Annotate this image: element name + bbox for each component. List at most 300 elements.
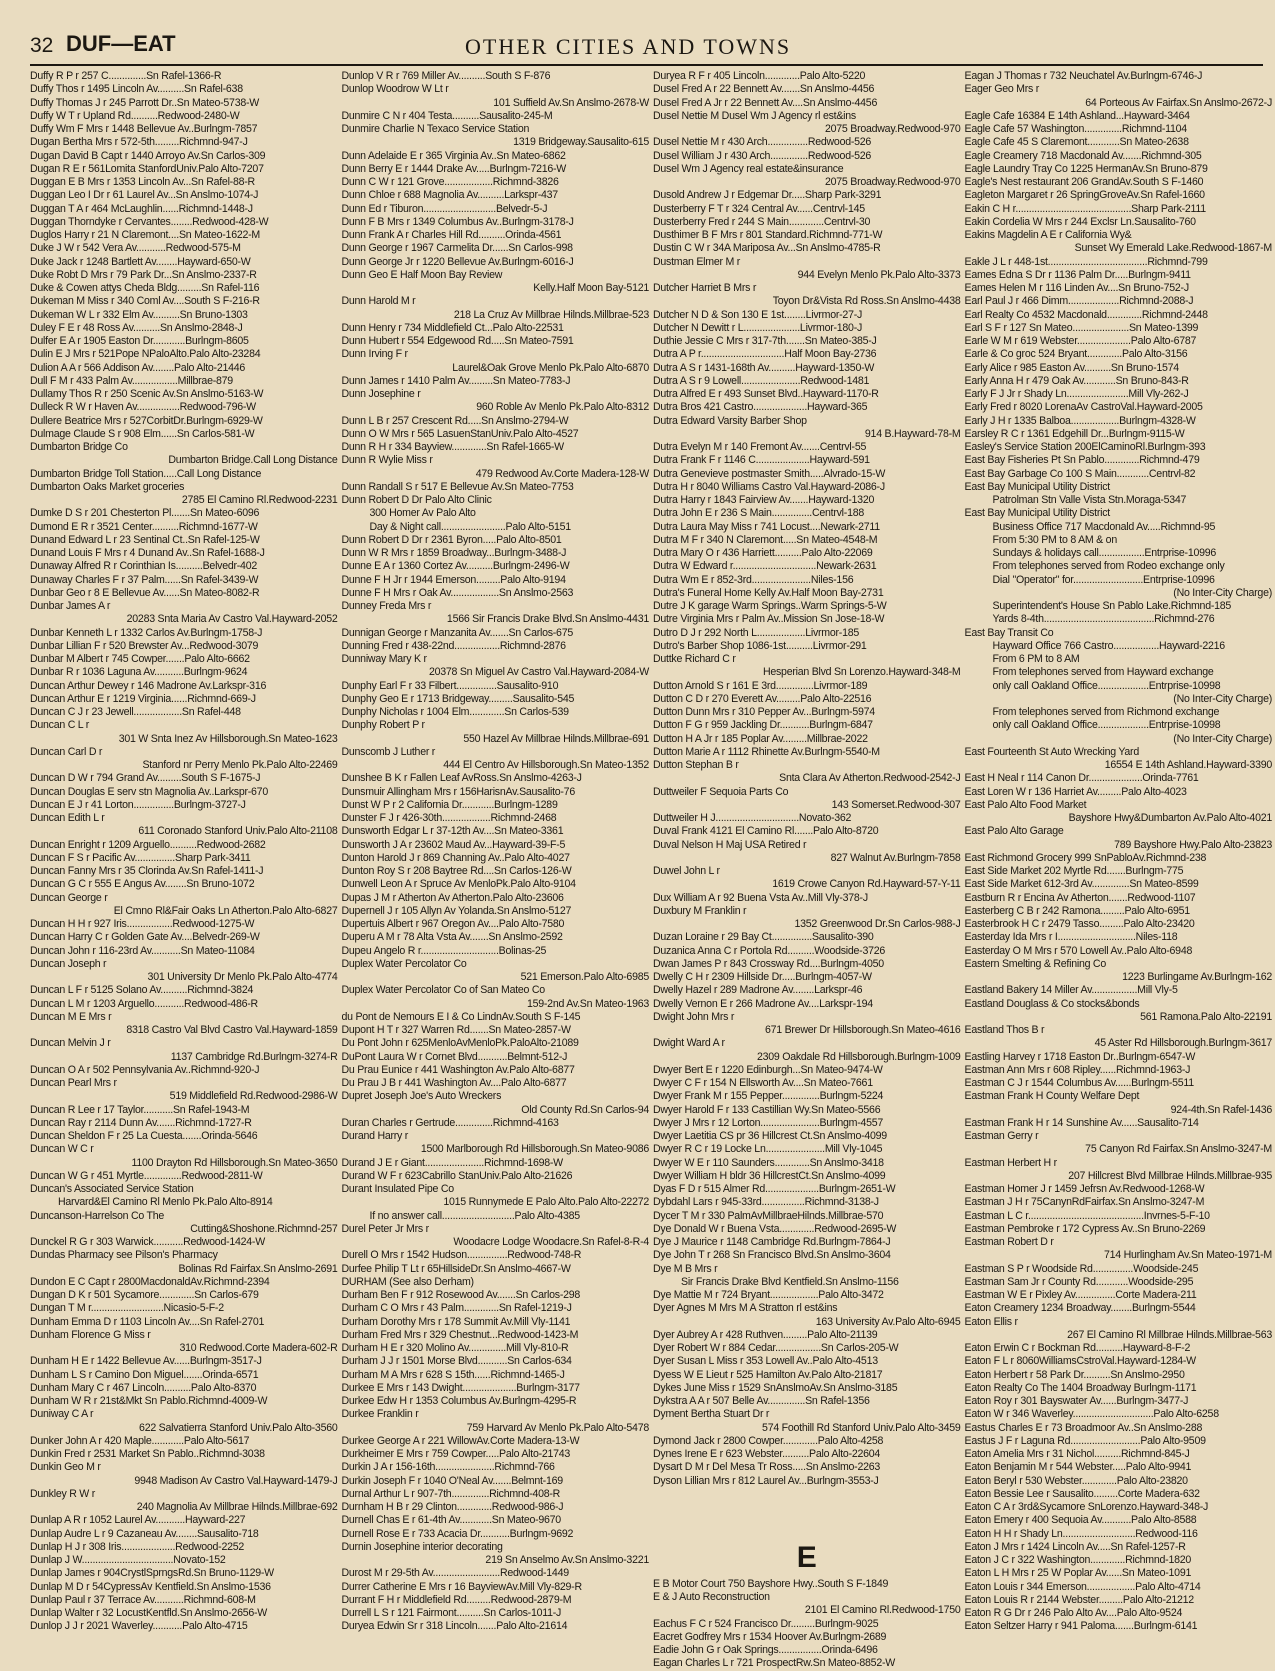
listing-line: Dunn Frank A r Charles Hill Rd..........Orinda-4561 — [341, 229, 562, 241]
listing-line: Dupont H T r 327 Warren Rd.......Sn Mateo-2857-W — [341, 1024, 571, 1036]
listing-line: Eastman W E r Pixley Av...............Corte Madera-211 — [964, 1289, 1197, 1301]
listing-line: Duncan George r — [30, 891, 108, 904]
listing-line: Durand W F r 623Cabrillo StanUniv.Palo Alto-21626 — [341, 1169, 573, 1182]
listing-line: Easterday O M Mrs r 570 Lowell Av..Palo Alto-6948 — [964, 944, 1193, 957]
listing-line: Dutra Alfred E r 493 Sunset Blvd..Hayward-1170-R — [653, 388, 879, 400]
listing-line: Duncan Sheldon F r 25 La Cuesta.......Orinda-5646 — [30, 1130, 258, 1142]
listing-subline: Patrolman Stn Valle Vista Stn.Moraga-5347 — [992, 494, 1187, 506]
listing-continuation: 960 Roble Av Menlo Pk.Palo Alto-8312 — [476, 401, 649, 414]
listing-line: Duncan C J r 23 Jewell..................Sn Rafel-448 — [30, 706, 241, 718]
listing-line: Durkin J A r 156-16th......................Richmnd-766 — [341, 1461, 555, 1474]
listing-line: Dwight Ward A r — [653, 1037, 725, 1050]
listing-continuation: 218 La Cruz Av Millbrae Hilnds.Millbrae-523 — [453, 308, 649, 321]
listing-line: Duley F E r 48 Ross Av..........Sn Anslmo-2848-J — [30, 321, 243, 334]
listing-line: Duplex Water Percolator Co of San Mateo Co — [341, 984, 545, 997]
listing-line: Durrant F H r Middlefield Rd.........Redwood-2879-M — [341, 1593, 572, 1606]
listing-continuation: 519 Middlefield Rd.Redwood-2986-W — [169, 1090, 338, 1103]
listing-line: Dutton F G r 959 Jackling Dr...........Burlngm-6847 — [653, 719, 873, 732]
listing-line: Dyment Bertha Stuart Dr r — [653, 1408, 770, 1421]
listing-subline: Hayward Office 766 Castro.................Hayward-2216 — [992, 639, 1225, 652]
listing-line: Dwyer Harold F r 133 Castillian Wy.Sn Mateo-5566 — [653, 1103, 881, 1116]
listing-line: Durnal Arthur L r 907-7th..............Richmnd-408-R — [341, 1487, 561, 1500]
listing-line: Eastman Sam Jr r County Rd............Woodside-295 — [964, 1275, 1194, 1288]
listing-line: Eaton H H r Shady Ln...........................Redwood-116 — [964, 1527, 1198, 1540]
listing-continuation: 45 Aster Rd Hillsborough.Burlngm-3617 — [1094, 1037, 1272, 1050]
listing-line: Dunn Harold M r — [341, 295, 416, 308]
listing-line: Earl Realty Co 4532 Macdonald.............Richmnd-2448 — [964, 308, 1208, 321]
listing-line: Dutra Edward Varsity Barber Shop — [653, 414, 807, 427]
listing-line: Eastman Pembroke r 172 Cypress Av..Sn Bruno-2269 — [964, 1222, 1206, 1235]
listing-line: Dunaway Charles F r 37 Palm......Sn Rafel-3439-W — [30, 573, 259, 586]
listing-line: Duncan Harry C r Golden Gate Av....Belvedr-269-W — [30, 931, 260, 944]
listing-subline: From 6 PM to 8 AM — [992, 653, 1080, 665]
listing-line: Duzanica Anna C r Portola Rd..........Woodside-3726 — [653, 944, 886, 957]
listing-line: Dunbar Kenneth L r 1332 Carlos Av.Burlngm-1758-J — [30, 626, 263, 639]
listing-line: Duncan Arthur Dewey r 146 Madrone Av.Larkspr-316 — [30, 679, 267, 692]
listing-line: Duggan T A r 464 McLaughlin......Richmnd-1448-J — [30, 202, 253, 215]
listing-continuation: Kelly.Half Moon Bay-5121 — [533, 282, 649, 294]
listing-line: Dunn Josephine r — [341, 388, 421, 400]
listing-continuation: Laurel&Oak Grove Menlo Pk.Palo Alto-6870 — [452, 361, 649, 374]
listing-line: Duttweiler H J...............................Novato-362 — [653, 812, 852, 824]
listing-line: Duran Charles r Gertrude..............Richmnd-4163 — [341, 1116, 559, 1129]
listing-line: Dwyer J Mrs r 12 Lorton......................Burlngm-4557 — [653, 1116, 884, 1129]
listing-line: Durkee E Mrs r 143 Dwight....................Burlngm-3177 — [341, 1381, 580, 1394]
listing-line: Eagan J Thomas r 732 Neuchatel Av.Burlngm-6746-J — [964, 70, 1203, 82]
listing-line: Eagle Cafe 57 Washington..............Richmnd-1104 — [964, 123, 1187, 135]
listing-line: Dupas J M r Atherton Av Atherton.Palo Alto-23606 — [341, 891, 564, 904]
listing-line: Eaton Erwin C r Bockman Rd..........Hayward-8-F-2 — [964, 1342, 1191, 1354]
listing-line: Duggan Leo I Dr r 61 Laurel Av...Sn Anslmo-1074-J — [30, 189, 259, 202]
listing-line: Dutra W Edward r...............................Newark-2631 — [653, 560, 877, 573]
listing-line: Eagle's Nest restaurant 206 GrandAv.South S F-1460 — [964, 176, 1204, 188]
listing-line: Dukeman W L r 332 Elm Av..........Sn Bruno-1303 — [30, 308, 248, 321]
listing-line: Durham J J r 1501 Morse Blvd...........Sn Carlos-634 — [341, 1355, 572, 1368]
listing-line: Dunphy Robert P r — [341, 719, 425, 732]
listing-line: Dulfer E A r 1905 Easton Dr............Burlngm-8605 — [30, 335, 249, 347]
listing-continuation: 1319 Bridgeway.Sausalito-615 — [513, 136, 649, 149]
listing-line: Dutra A S r 1431-168th Av..........Hayward-1350-W — [653, 361, 875, 374]
listing-line: Durkee George A r 221 WillowAv.Corte Madera-13-W — [341, 1434, 580, 1447]
listing-line: Eastman Frank H County Welfare Dept — [964, 1090, 1140, 1103]
listing-continuation: 101 Suffield Av.Sn Anslmo-2678-W — [493, 96, 649, 109]
listing-line: Dunn Berry E r 1444 Drake Av.....Burlngm-7216-W — [341, 162, 567, 175]
listing-line: Dysart D M r Del Mesa Tr Ross.....Sn Anslmo-2263 — [653, 1461, 881, 1474]
listing-line: Duncan W G r 451 Myrtle..............Redwood-2811-W — [30, 1169, 263, 1182]
listing-line: Eastus J F r Laguna Rd..........................Palo Alto-9509 — [964, 1434, 1206, 1447]
listing-line: Eaton Emery r 400 Sequoia Av...........Palo Alto-8588 — [964, 1514, 1197, 1527]
listing-line: Eastman S P r Woodside Rd...............Woodside-245 — [964, 1262, 1199, 1275]
listing-subline: 300 Homer Av Palo Alto — [369, 507, 476, 520]
listing-continuation: Bolinas Rd Fairfax.Sn Anslmo-2691 — [178, 1262, 338, 1275]
listing-line: Dupret Joseph Joe's Auto Wreckers — [341, 1090, 502, 1103]
listing-line: Eagle Laundry Tray Co 1225 HermanAv.Sn Bruno-879 — [964, 162, 1208, 175]
listing-line: Dunn W R Mrs r 1859 Broadway...Burlngm-3488-J — [341, 547, 567, 559]
listing-line: Duncanson-Harrelson Co The — [30, 1209, 165, 1222]
listing-line: Dyer Robert W r 884 Cedar.................Sn Carlos-205-W — [653, 1342, 899, 1354]
listing-continuation: 1100 Drayton Rd Hillsborough.Sn Mateo-3650 — [131, 1156, 338, 1169]
listing-line: Duglos Harry r 21 N Claremont....Sn Mateo-1622-M — [30, 229, 260, 241]
listing-line: Duncan F S r Pacific Av...............Sharp Park-3411 — [30, 851, 251, 864]
listing-line: Dwyer William H bldr 36 HillcrestCt.Sn Anslmo-4099 — [653, 1169, 886, 1182]
listing-line: Eaton C A r 3rd&Sycamore SnLorenzo.Hayward-348-J — [964, 1501, 1209, 1513]
listing-line: Dusthimer B F Mrs r 801 Standard.Richmnd-771-W — [653, 229, 883, 241]
listing-line: Dustin C W r 34A Mariposa Av...Sn Anslmo-4785-R — [653, 242, 881, 255]
listing-continuation: 219 Sn Anselmo Av.Sn Anslmo-3221 — [485, 1554, 649, 1566]
listing-subline: From telephones served from Rodeo exchange only — [992, 560, 1225, 573]
listing-line: Duncan L M r 1203 Arguello...........Redwood-486-R — [30, 997, 258, 1010]
listing-line: Eastling Harvey r 1718 Easton Dr..Burlngm-6547-W — [964, 1050, 1196, 1063]
listing-line: Dunlap M D r 54CypressAv Kentfield.Sn Anslmo-1536 — [30, 1580, 271, 1593]
listing-line: Dulleck R W r Haven Av................Redwood-796-W — [30, 401, 256, 414]
listing-line: Dunbar R r 1036 Laguna Av...........Burlngm-9624 — [30, 666, 248, 679]
listing-line: Dunham Florence G Miss r — [30, 1328, 151, 1341]
listing-line: Dwyer Bert E r 1220 Edinburgh...Sn Mateo-9474-W — [653, 1063, 883, 1076]
listing-line: Durell O Mrs r 1542 Hudson...............Redwood-748-R — [341, 1249, 582, 1262]
listing-continuation: Woodacre Lodge Woodacre.Sn Rafel-8-R-4 — [453, 1236, 649, 1248]
listing-continuation: 1619 Crowe Canyon Rd.Hayward-57-Y-11 — [772, 878, 961, 891]
listing-line: Eastman J H r 75CanynRdFairfax.Sn Anslmo-3247-M — [964, 1196, 1205, 1209]
listing-line: Eaton F L r 8060WilliamsCstroVal.Hayward-1284-W — [964, 1355, 1196, 1368]
listing-line: Dynes Irene E r 623 Webster..........Palo Alto-22604 — [653, 1448, 881, 1460]
listing-line: DuPont Laura W r Cornet Blvd...........Belmnt-512-J — [341, 1050, 568, 1063]
listing-line: Dumond E R r 3521 Center..........Richmnd-1677-W — [30, 520, 258, 533]
listing-line: Dutton H A Jr r 185 Poplar Av.........Millbrae-2022 — [653, 732, 868, 745]
listing-continuation: Dumbarton Bridge.Call Long Distance — [168, 454, 338, 467]
listing-line: Dusel Fred A r 22 Bennett Av.......Sn Anslmo-4456 — [653, 83, 875, 96]
listing-continuation: 240 Magnolia Av Millbrae Hilnds.Millbrae-692 — [136, 1501, 338, 1513]
listing-line: Dutra Harry r 1843 Fairview Av.......Hayward-1320 — [653, 494, 875, 506]
listing-line: Dumbarton Bridge Toll Station.....Call Long Distance — [30, 467, 262, 480]
listing-line: Dunn L B r 257 Crescent Rd.....Sn Anslmo-2794-W — [341, 414, 569, 427]
listing-continuation: 1015 Runnymede E Palo Alto.Palo Alto-22272 — [443, 1196, 649, 1209]
listing-line: East Bay Municipal Utility District — [964, 480, 1110, 493]
listing-line: Dunkley R W r — [30, 1487, 96, 1500]
listing-line: Du Prau J B r 441 Washington Av....Palo Alto-6877 — [341, 1077, 567, 1089]
listing-line: Dunst W P r 2 California Dr............Burlngm-1289 — [341, 798, 558, 811]
listing-line: Dutro's Barber Shop 1086-1st..........Livrmor-291 — [653, 639, 867, 652]
listing-line: Dulin E J Mrs r 521Pope NPaloAlto.Palo Alto-23284 — [30, 348, 261, 361]
listing-line: Dunbar Geo r 8 E Bellevue Av......Sn Mateo-8082-R — [30, 586, 260, 599]
listing-line: Dwelly Hazel r 289 Madrone Av........Larkspr-46 — [653, 984, 863, 997]
listing-line: Eaton Creamery 1234 Broadway........Burlngm-5544 — [964, 1302, 1196, 1315]
listing-subline: From telephones served from Richmond exchange — [992, 706, 1220, 718]
listing-line: Duperu A M r 78 Alta Vsta Av.......Sn Anslmo-2592 — [341, 931, 563, 944]
listing-line: Dunn O W Mrs r 565 LasuenStanUniv.Palo Alto-4527 — [341, 427, 579, 440]
listing-subline: From 5:30 PM to 8 AM & on — [992, 533, 1117, 546]
listing-continuation: 1500 Marlborough Rd Hillsborough.Sn Mateo-9086 — [420, 1143, 649, 1156]
listing-line: Eagan Charles L r 721 ProspectRw.Sn Mateo-8852-W — [653, 1657, 895, 1670]
listing-line: E B Motor Court 750 Bayshore Hwy..South S F-1849 — [653, 1577, 889, 1590]
listing-line: Dutre J K garage Warm Springs..Warm Springs-5-W — [653, 600, 887, 612]
listing-line: Dundas Pharmacy see Pilson's Pharmacy — [30, 1249, 218, 1262]
listing-line: Dunscomb J Luther r — [341, 745, 436, 758]
listing-continuation: 789 Bayshore Hwy.Palo Alto-23823 — [1114, 838, 1272, 851]
listing-line: Early J H r 1335 Balboa..................Burlngm-4328-W — [964, 414, 1196, 427]
listing-continuation: 827 Walnut Av.Burlngm-7858 — [830, 851, 961, 864]
listing-line: Du Prau Eunice r 441 Washington Av.Palo Alto-6877 — [341, 1063, 575, 1076]
listing-continuation: 759 Harvard Av Menlo Pk.Palo Alto-5478 — [466, 1421, 649, 1434]
listing-line: Duncan E J r 41 Lorton...............Burlngm-3727-J — [30, 798, 246, 811]
listing-line: Dunker John A r 420 Maple............Palo Alto-5617 — [30, 1434, 250, 1447]
listing-line: East Palo Alto Garage — [964, 825, 1064, 838]
listing-line: Dugan Bertha Mrs r 572-5th.........Richmnd-947-J — [30, 136, 248, 149]
listing-line: Dunlap Paul r 37 Terrace Av...........Richmnd-608-M — [30, 1593, 256, 1606]
listing-line: Durnell Rose E r 733 Acacia Dr...........Burlngm-9692 — [341, 1527, 574, 1540]
listing-line: Duttke Richard C r — [653, 653, 736, 665]
listing-line: East Side Market 202 Myrtle Rd.......Burlngm-775 — [964, 865, 1184, 877]
listing-line: Eagleton Margaret r 26 SpringGroveAv.Sn Rafel-1660 — [964, 189, 1205, 202]
listing-continuation: 20378 Sn Miguel Av Castro Val.Hayward-2084-W — [428, 666, 649, 679]
listing-line: Earle & Co groc 524 Bryant.............Palo Alto-3156 — [964, 348, 1188, 361]
listing-line: Eames Edna S Dr r 1136 Palm Dr.....Burlngm-9411 — [964, 268, 1191, 281]
listing-continuation: 2075 Broadway.Redwood-970 — [825, 123, 961, 135]
listing-line: Earsley R C r 1361 Edgehill Dr...Burlngm-9115-W — [964, 427, 1185, 440]
listing-line: Dunn F B Mrs r 1349 Columbus Av..Burlngm-3178-J — [341, 215, 574, 228]
listing-line: Dunphy Nicholas r 1004 Elm.............Sn Carlos-539 — [341, 706, 569, 718]
listing-continuation: 163 University Av.Palo Alto-6945 — [815, 1315, 961, 1328]
listing-line: Eaton Louis R r 2144 Webster.........Palo Alto-21212 — [964, 1593, 1194, 1606]
listing-line: Dunn James r 1410 Palm Av.........Sn Mateo-7783-J — [341, 374, 571, 387]
listing-line: Dutro D J r 292 North L..................Livrmor-185 — [653, 626, 860, 639]
listing-line: Duncan M E Mrs r — [30, 1010, 112, 1023]
listing-line: East Bay Garbage Co 100 S Main............Centrvl-82 — [964, 467, 1196, 480]
listing-line: Duffy Thomas J r 245 Parrott Dr..Sn Mateo-5738-W — [30, 96, 260, 109]
listing-line: Durham M A Mrs r 628 S 15th......Richmnd-1465-J — [341, 1368, 565, 1381]
listing-line: Dundon E C Capt r 2800MacdonaldAv.Richmnd-2394 — [30, 1275, 270, 1288]
listing-line: Dunster F J r 426-30th..................Richmnd-2468 — [341, 812, 557, 824]
listing-line: Dymond Jack r 2800 Cowper.............Palo Alto-4258 — [653, 1434, 884, 1447]
listing-line: Dunphy Geo E r 1713 Bridgeway.........Sausalito-545 — [341, 692, 575, 705]
listing-line: Duwel John L r — [653, 865, 720, 877]
listing-line: Dutra A P r...............................Half Moon Bay-2736 — [653, 348, 877, 361]
listing-line: Durkee Franklin r — [341, 1408, 419, 1421]
listing-line: East Palo Alto Food Market — [964, 798, 1087, 811]
listing-line: Dunton Roy S r 208 Baytree Rd....Sn Carlos-126-W — [341, 865, 572, 877]
listing-line: Early Fred r 8020 LorenaAv CastroVal.Hayward-2005 — [964, 401, 1203, 414]
listing-line: Dunn George r 1967 Carmelita Dr......Sn Carlos-998 — [341, 242, 573, 255]
listing-line: Duval Frank 4121 El Camino Rl.......Palo Alto-8720 — [653, 825, 879, 838]
listing-line: Eastland Bakery 14 Miller Av.................Mill Vly-5 — [964, 984, 1178, 997]
listing-line: Dunham L S r Camino Don Miguel.......Orinda-6571 — [30, 1368, 259, 1381]
listing-line: Eaton L H Mrs r 25 W Poplar Av......Sn Mateo-1091 — [964, 1567, 1192, 1580]
listing-line: Dyer Agnes M Mrs M A Stratton rl est&ins — [653, 1302, 838, 1315]
listing-continuation: 622 Salvatierra Stanford Univ.Palo Alto-3560 — [139, 1421, 338, 1434]
listing-line: Dykstra A A r 507 Belle Av..............Sn Rafel-1356 — [653, 1395, 870, 1407]
listing-line: Early F J Jr r Shady Ln.......................Mill Vly-262-J — [964, 388, 1189, 400]
listing-line: Durand J E r Giant......................Richmnd-1698-W — [341, 1156, 563, 1169]
listing-continuation: Toyon Dr&Vista Rd Ross.Sn Anslmo-4438 — [772, 295, 961, 308]
listing-line: Eaton Seltzer Harry r 941 Paloma.......Burlngm-6141 — [964, 1620, 1198, 1633]
listing-line: Eastman Ann Mrs r 608 Ripley......Richmnd-1963-J — [964, 1063, 1191, 1076]
listing-line: Dutra Laura May Miss r 741 Locust....Newark-2711 — [653, 520, 880, 533]
listing-line: Dustman Elmer M r — [653, 255, 740, 268]
listing-line: Earl S F r 127 Sn Mateo.....................Sn Mateo-1399 — [964, 321, 1199, 334]
listing-line: Durkheimer E Mrs r 759 Cowper.....Palo Alto-21743 — [341, 1448, 571, 1460]
listing-line: Duncan Douglas E serv stn Magnolia Av..Larkspr-670 — [30, 785, 268, 798]
listing-line: Dye J Maurice r 1148 Cambridge Rd.Burlngm-7864-J — [653, 1236, 891, 1248]
listing-line: Eaton Herbert r 58 Park Dr..........Sn Anslmo-2950 — [964, 1368, 1185, 1381]
listing-line: Dunn Adelaide E r 365 Virginia Av..Sn Mateo-6862 — [341, 149, 566, 162]
listing-line: Durham Dorothy Mrs r 178 Summit Av.Mill Vly-1141 — [341, 1315, 571, 1328]
listing-line: Eaton J C r 322 Washington.............Richmnd-1820 — [964, 1554, 1192, 1566]
listing-line: Dusterberry F T r 324 Central Av......Centrvl-145 — [653, 202, 865, 215]
listing-line: Durnham H B r 29 Clinton.............Redwood-986-J — [341, 1501, 564, 1513]
listing-line: Dyson Lillian Mrs r 812 Laurel Av...Burlngm-3553-J — [653, 1474, 879, 1487]
listing-line: Dunn Ed r Tiburon...........................Belvedr-5-J — [341, 202, 548, 215]
listing-line: Duncan Fanny Mrs r 35 Clorinda Av.Sn Rafel-1411-J — [30, 865, 264, 877]
listing-line: Dunlop Woodrow W Lt r — [341, 83, 449, 96]
listing-line: Eaton Beryl r 530 Webster.............Palo Alto-23820 — [964, 1474, 1188, 1487]
listing-continuation: 611 Coronado Stanford Univ.Palo Alto-21108 — [138, 825, 338, 838]
listing-line: Dunand Louis F Mrs r 4 Dunand Av..Sn Rafel-1688-J — [30, 547, 265, 559]
listing-continuation: Hesperian Blvd Sn Lorenzo.Hayward-348-M — [762, 666, 961, 679]
listing-line: Eagle Cafe 45 S Claremont............Sn Mateo-2638 — [964, 136, 1189, 149]
listing-line: East H Neal r 114 Canon Dr....................Orinda-7761 — [964, 772, 1199, 785]
listing-continuation: 310 Redwood.Corte Madera-602-R — [179, 1342, 338, 1354]
listing-subline: Sir Francis Drake Blvd Kentfield.Sn Anslmo-1156 — [681, 1275, 899, 1288]
listing-line: Dunney Freda Mrs r — [341, 600, 432, 612]
listing-line: Duncan's Associated Service Station — [30, 1183, 194, 1195]
listing-continuation: 2785 El Camino Rl.Redwood-2231 — [181, 494, 338, 506]
listing-line: Dunn Geo E Half Moon Bay Review — [341, 268, 503, 281]
listing-line: Dwyer R C r 19 Locke Ln......................Mill Vly-1045 — [653, 1143, 883, 1156]
listing-subline: only call Oakland Office...................Entrprise-10998 — [992, 679, 1221, 692]
listing-line: Dunlop J J r 2021 Waverley...........Palo Alto-4715 — [30, 1620, 248, 1633]
listing-line: Durkee Edw H r 1353 Columbus Av.Burlngm-4295-R — [341, 1395, 577, 1407]
listing-line: Dunton Harold J r 869 Channing Av..Palo Alto-4027 — [341, 851, 570, 864]
column-3 — [649, 70, 961, 1670]
listing-line: Duncan Pearl Mrs r — [30, 1077, 117, 1089]
listing-line: Dunning Fred r 438-22nd.................Richmnd-2876 — [341, 639, 566, 652]
listing-line: Easterday Ida Mrs r I.............................Niles-118 — [964, 931, 1178, 944]
listing-line: Dunn C W r 121 Grove..................Richmnd-3826 — [341, 176, 559, 188]
listing-line: Dunham Mary C r 467 Lincoln..........Palo Alto-8370 — [30, 1381, 257, 1394]
listing-line: Early Anna H r 479 Oak Av............Sn Bruno-843-R — [964, 374, 1189, 387]
listing-line: Durant Insulated Pipe Co — [341, 1183, 454, 1195]
listing-line: Dunmire Charlie N Texaco Service Station — [341, 123, 530, 135]
listing-line: Eaton R G Dr r 246 Palo Alto Av....Palo Alto-9524 — [964, 1607, 1183, 1619]
listing-line: Dyas F D r 515 Almer Rd....................Burlngm-2651-W — [653, 1183, 896, 1195]
listing-line: du Pont de Nemours E I & Co LindnAv.South S F-145 — [341, 1010, 581, 1023]
listing-line: Duffy Wm F Mrs r 1448 Bellevue Av..Burlngm-7857 — [30, 123, 258, 135]
listing-line: Dwyer W E r 110 Saunders.............Sn Anslmo-3418 — [653, 1156, 884, 1169]
listing-continuation: 671 Brewer Dr Hillsborough.Sn Mateo-4616 — [764, 1024, 961, 1036]
listing-line: Easley's Service Station 200ElCaminoRl.Burlngm-393 — [964, 441, 1206, 453]
listing-line: Eaton Amelia Mrs r 31 Nichol..........Richmnd-845-J — [964, 1448, 1190, 1460]
listing-subline: Day & Night call........................Palo Alto-5151 — [369, 520, 571, 533]
listing-line: East Richmond Grocery 999 SnPabloAv.Richmnd-238 — [964, 851, 1207, 864]
listing-line: Eaton Ellis r — [964, 1315, 1018, 1328]
listing-continuation: 574 Foothill Rd Stanford Univ.Palo Alto-3459 — [762, 1421, 961, 1434]
listing-line: Dunne E A r 1360 Cortez Av..........Burlngm-2496-W — [341, 560, 570, 573]
listing-line: Eakin Cordelia W Mrs r 244 Exclsr Ln.Sausalito-760 — [964, 215, 1196, 228]
listing-line: Eaton Bessie Lee r Sausalito.........Corte Madera-632 — [964, 1487, 1200, 1500]
listing-line: Dulion A A r 566 Addison Av........Palo Alto-21446 — [30, 361, 246, 374]
listing-line: Dunlap A R r 1052 Laurel Av...........Hayward-227 — [30, 1514, 246, 1527]
listing-continuation: 159-2nd Av.Sn Mateo-1963 — [526, 997, 649, 1010]
listing-line: Eastus Charles E r 73 Broadmoor Av..Sn Anslmo-288 — [964, 1421, 1203, 1434]
listing-continuation: 924-4th.Sn Rafel-1436 — [1170, 1103, 1272, 1116]
listing-line: Dykes June Miss r 1529 SnAnslmoAv.Sn Anslmo-3185 — [653, 1381, 898, 1394]
listing-line: Dunwell Leon A r Spruce Av MenloPk.Palo Alto-9104 — [341, 878, 576, 891]
listing-line: Eagle Creamery 718 Macdonald Av.......Richmnd-305 — [964, 149, 1202, 162]
listing-line: Dunsworth Edgar L r 37-12th Av....Sn Mateo-3361 — [341, 825, 564, 838]
listing-continuation: 944 Evelyn Menlo Pk.Palo Alto-3373 — [797, 268, 961, 281]
listing-continuation: (No Inter-City Charge) — [1173, 692, 1272, 705]
listing-line: Dullamy Thos R r 250 Scenic Av.Sn Anslmo-5163-W — [30, 388, 264, 400]
listing-line: Dutton Dunn Mrs r 310 Pepper Av...Burlngm-5974 — [653, 706, 875, 718]
listing-line: Dutcher N D & Son 130 E 1st........Livrmor-27-J — [653, 308, 863, 321]
listing-line: Dunaway Alfred R r Corinthian Is..........Belvedr-402 — [30, 560, 257, 573]
listing-continuation: Bayshore Hwy&Dumbarton Av.Palo Alto-4021 — [1068, 812, 1272, 824]
listing-continuation: 16554 E 14th Ashland.Hayward-3390 — [1104, 759, 1272, 771]
listing-line: Durham Fred Mrs r 329 Chestnut...Redwood-1423-M — [341, 1328, 579, 1341]
listing-line: Eagle Cafe 16384 E 14th Ashland...Hayward-3464 — [964, 109, 1190, 122]
section-gap — [653, 1488, 961, 1514]
listing-line: Dwelly C H r 2309 Hillside Dr.....Burlngm-4057-W — [653, 971, 872, 983]
listing-subline: only call Oakland Office...................Entrprise-10998 — [992, 719, 1221, 732]
listing-line: Dusel Nettie M Dusel Wm J Agency rl est&ins — [653, 109, 856, 122]
listing-continuation: 8318 Castro Val Blvd Castro Val.Hayward-1859 — [126, 1024, 338, 1036]
listing-line: Durel Peter Jr Mrs r — [341, 1222, 429, 1235]
listing-line: East Side Market 612-3rd Av..............Sn Mateo-8599 — [964, 878, 1199, 891]
listing-line: Eakins Magdelin A E r California Wy& — [964, 229, 1132, 241]
listing-line: Dutra Mary O r 436 Harriett..........Palo Alto-22069 — [653, 547, 873, 559]
listing-continuation: Old County Rd.Sn Carlos-94 — [521, 1103, 649, 1116]
listing-line: Duke Jack r 1248 Bartlett Av........Hayward-650-W — [30, 255, 251, 268]
listing-continuation: 267 El Camino Rl Millbrae Hilnds.Millbrae-563 — [1067, 1328, 1272, 1341]
listing-line: Dutcher N Dewitt r L.....................Livrmor-180-J — [653, 321, 863, 334]
listing-line: Dwyer Frank M r 155 Pepper..............Burlngm-5224 — [653, 1090, 884, 1103]
listing-line: Dutton Stephan B r — [653, 759, 739, 771]
listing-line: Dunne F H Jr r 1944 Emerson.........Palo Alto-9194 — [341, 573, 566, 586]
listing-line: East Loren W r 136 Harriet Av.........Palo Alto-4023 — [964, 785, 1187, 798]
listing-line: E & J Auto Reconstruction — [653, 1591, 770, 1603]
listing-line: Dupernell J r 105 Allyn Av Yolanda.Sn Anslmo-5127 — [341, 904, 572, 917]
listing-line: Dunlap Walter r 32 LocustKentfld.Sn Anslmo-2656-W — [30, 1607, 268, 1619]
listing-line: Dunn Irving F r — [341, 348, 408, 361]
header-rule — [30, 64, 1263, 66]
listing-line: Durkin Joseph F r 1040 O'Neal Av.......Belmnt-169 — [341, 1474, 563, 1487]
listing-line: Dullere Beatrice Mrs r 527CorbitDr.Burlngm-6929-W — [30, 414, 263, 427]
listing-line: Eaton Benjamin M r 544 Webster.....Palo Alto-9941 — [964, 1461, 1192, 1474]
section-range: DUF—EAT — [66, 31, 176, 56]
listing-line: Dumbarton Oaks Market groceries — [30, 480, 185, 493]
listing-line: Durost M r 29-5th Av.........................Redwood-1449 — [341, 1567, 569, 1580]
listing-line: Dusel Nettie M r 430 Arch...............Redwood-526 — [653, 136, 872, 149]
listing-line: Dunnigan George r Manzanita Av.......Sn Carlos-675 — [341, 626, 573, 639]
listing-line: Dunn Henry r 734 Middlefield Ct...Palo Alto-22531 — [341, 321, 564, 334]
listing-subline: Business Office 717 Macdonald Av.....Richmnd-95 — [992, 520, 1216, 533]
listing-line: Easterberg C B r 242 Ramona.........Palo Alto-6951 — [964, 904, 1190, 917]
listing-line: Duncan Edith L r — [30, 812, 105, 824]
listing-line: Dunham W R r 21st&Mkt Sn Pablo.Richmnd-4009-W — [30, 1395, 268, 1407]
listing-continuation: Stanford nr Perry Menlo Pk.Palo Alto-22469 — [142, 759, 338, 771]
listing-line: Dwyer C F r 154 N Ellsworth Av....Sn Mateo-7661 — [653, 1077, 873, 1089]
listing-line: Dutra's Funeral Home Kelly Av.Half Moon Bay-2731 — [653, 586, 884, 599]
listing-line: Dusold Andrew J r Edgemar Dr.....Sharp Park-3291 — [653, 189, 882, 202]
listing-continuation: 20283 Snta Maria Av Castro Val.Hayward-2052 — [126, 613, 338, 626]
listing-line: Duncan G C r 555 E Angus Av........Sn Bruno-1072 — [30, 878, 255, 891]
listing-line: DURHAM (See also Derham) — [341, 1275, 474, 1288]
listing-line: Duncan W C r — [30, 1143, 94, 1156]
listing-line: Dye M B Mrs r — [653, 1262, 718, 1275]
listing-line: Duke Robt D Mrs r 79 Park Dr...Sn Anslmo-2337-R — [30, 268, 257, 281]
listing-line: Duncan L F r 5125 Solano Av..........Richmnd-3824 — [30, 984, 254, 997]
listing-line: Eastman Robert D r — [964, 1236, 1054, 1248]
listing-line: Duxbury M Franklin r — [653, 904, 747, 917]
